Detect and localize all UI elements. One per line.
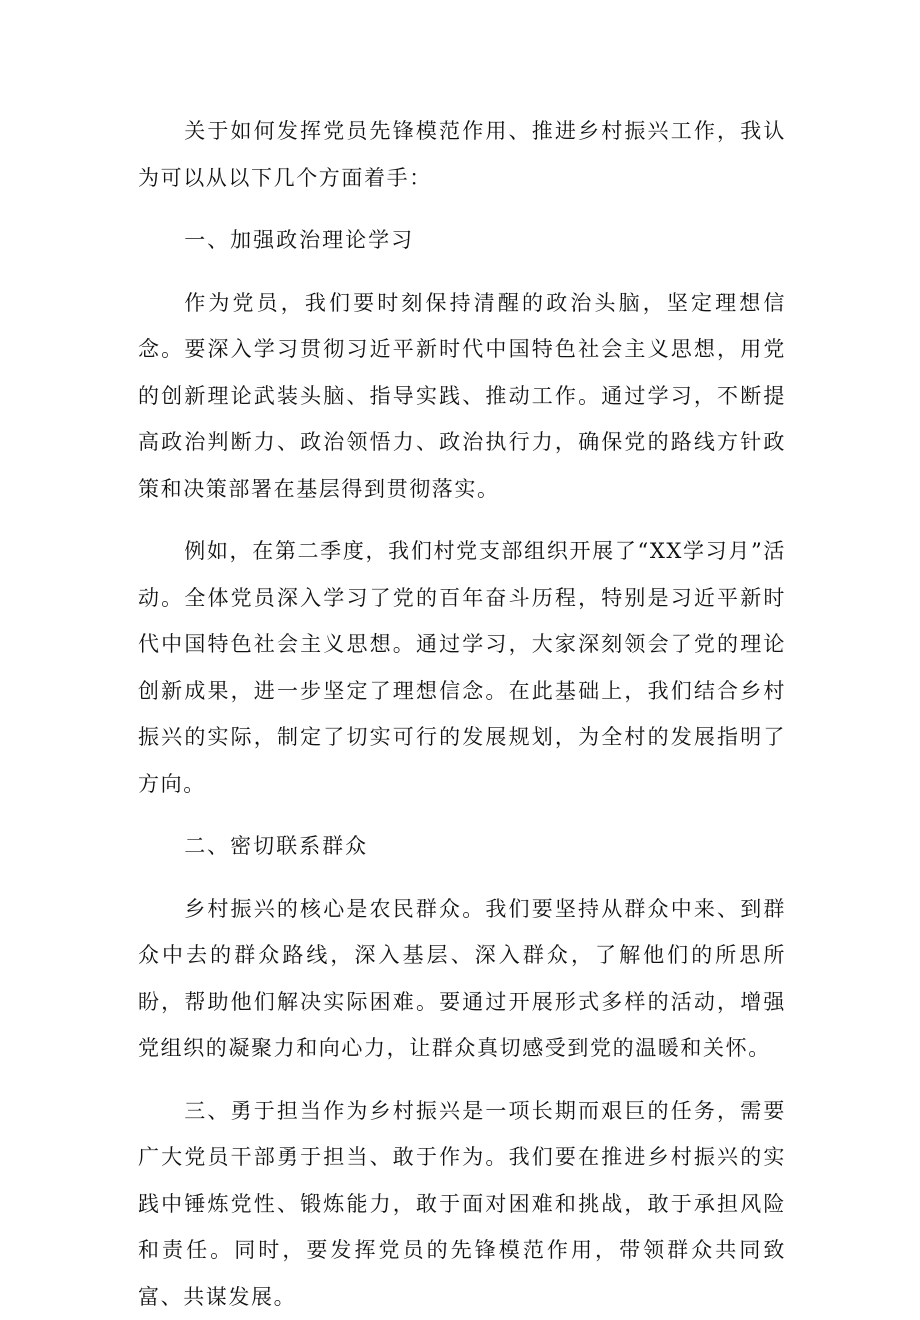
section-3-paragraph: 三、勇于担当作为乡村振兴是一项长期而艰巨的任务，需要广大党员干部勇于担当、敢于作为。我们要在推进乡村振兴的实践中锤炼党性、锻炼能力，敢于面对困难和挑战，敢于承担风险和责任。同时，要发挥党员的先锋模范作用，带领群众共同致富、共谋发展。 (138, 1088, 786, 1320)
document-body (138, 108, 786, 1320)
intro-paragraph: 关于如何发挥党员先锋模范作用、推进乡村振兴工作，我认为可以从以下几个方面着手： (138, 108, 786, 201)
paragraph-gap (138, 201, 786, 217)
paragraph-gap (138, 870, 786, 886)
paragraph-gap (138, 264, 786, 280)
section-heading-2: 二、密切联系群众 (138, 823, 786, 870)
section-1-paragraph-2: 例如，在第二季度，我们村党支部组织开展了“XX学习月”活动。全体党员深入学习了党的百年奋斗历程，特别是习近平新时代中国特色社会主义思想。通过学习，大家深刻领会了党的理论创新成果，进一步坚定了理想信念。在此基础上，我们结合乡村振兴的实际，制定了切实可行的发展规划，为全村的发展指明了方向。 (138, 528, 786, 807)
section-2-paragraph: 乡村振兴的核心是农民群众。我们要坚持从群众中来、到群众中去的群众路线，深入基层、深入群众，了解他们的所思所盼，帮助他们解决实际困难。要通过开展形式多样的活动，增强党组织的凝聚力和向心力，让群众真切感受到党的温暖和关怀。 (138, 886, 786, 1072)
paragraph-gap (138, 512, 786, 528)
section-1-paragraph-1: 作为党员，我们要时刻保持清醒的政治头脑，坚定理想信念。要深入学习贯彻习近平新时代中国特色社会主义思想，用党的创新理论武装头脑、指导实践、推动工作。通过学习，不断提高政治判断力、政治领悟力、政治执行力，确保党的路线方针政策和决策部署在基层得到贯彻落实。 (138, 280, 786, 513)
paragraph-gap (138, 807, 786, 823)
section-heading-1: 一、加强政治理论学习 (138, 217, 786, 264)
paragraph-gap (138, 1072, 786, 1088)
